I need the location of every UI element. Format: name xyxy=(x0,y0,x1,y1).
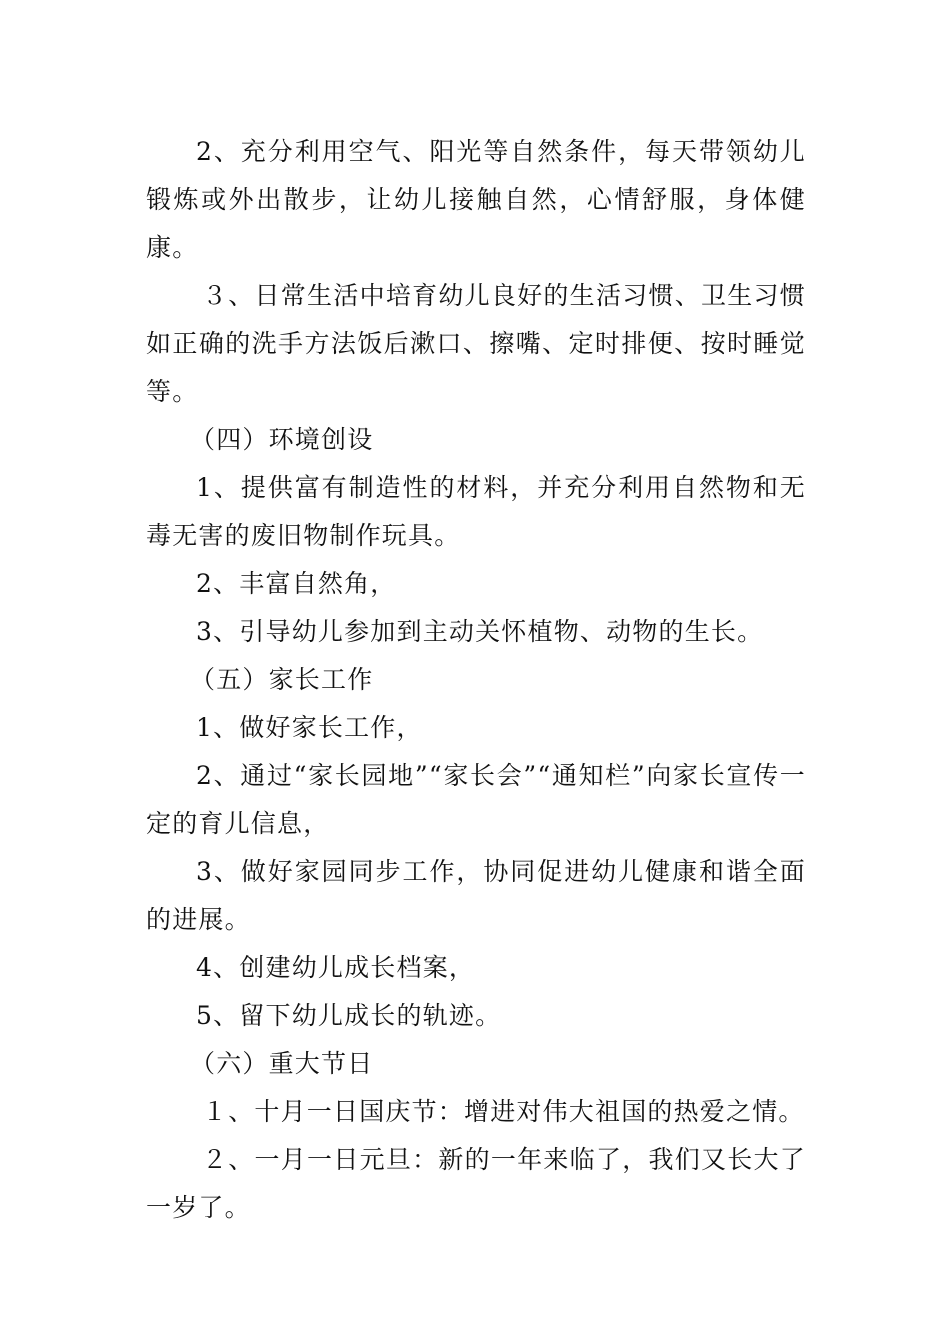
paragraph-parent-4: 4、创建幼儿成长档案， xyxy=(196,953,476,982)
section-heading-environment: （四）环境创设 xyxy=(190,425,374,454)
paragraph-env-1: 1、提供富有制造性的材料，并充分利用自然物和无毒无害的废旧物制作玩具。 xyxy=(146,473,806,550)
paragraph-holiday-2: ２、一月一日元旦：新的一年来临了，我们又长大了一岁了。 xyxy=(146,1145,806,1222)
document-body xyxy=(146,128,806,1232)
section-heading-parents: （五）家长工作 xyxy=(190,665,374,694)
paragraph-parent-3: 3、做好家园同步工作，协同促进幼儿健康和谐全面的进展。 xyxy=(146,857,806,934)
section-heading-holidays: （六）重大节日 xyxy=(190,1049,374,1078)
paragraph-health-3: ３、日常生活中培育幼儿良好的生活习惯、卫生习惯如正确的洗手方法饭后漱口、擦嘴、定时排便、按时睡觉等。 xyxy=(146,281,806,406)
paragraph-env-3: 3、引导幼儿参加到主动关怀植物、动物的生长。 xyxy=(196,617,764,646)
paragraph-env-2: 2、丰富自然角， xyxy=(196,569,397,598)
paragraph-health-2: 2、充分利用空气、阳光等自然条件，每天带领幼儿锻炼或外出散步，让幼儿接触自然，心情舒服，身体健康。 xyxy=(146,137,806,262)
paragraph-holiday-1: １、十月一日国庆节：增进对伟大祖国的热爱之情。 xyxy=(202,1097,805,1126)
paragraph-parent-5: 5、留下幼儿成长的轨迹。 xyxy=(196,1001,502,1030)
paragraph-parent-1: 1、做好家长工作， xyxy=(196,713,423,742)
paragraph-parent-2: 2、通过“家长园地”“家长会”“通知栏”向家长宣传一定的育儿信息， xyxy=(146,761,806,838)
